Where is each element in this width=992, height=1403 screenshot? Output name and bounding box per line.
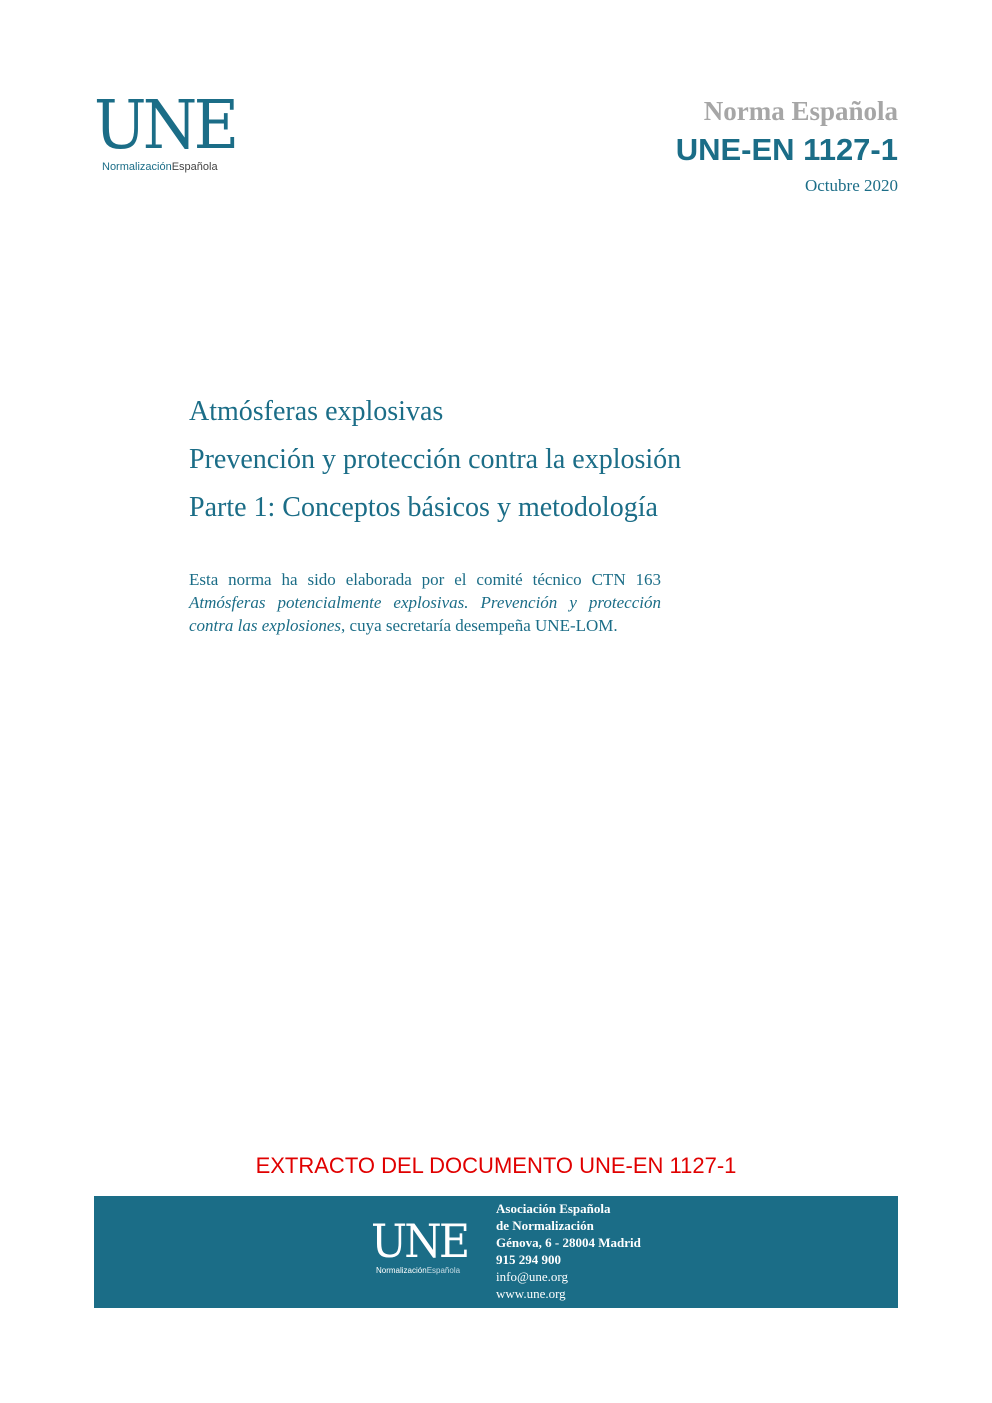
une-logo-tagline: [102, 161, 218, 173]
org-name-line1: Asociación Española: [496, 1201, 611, 1216]
org-phone: 915 294 900: [496, 1252, 561, 1267]
committee-outro: , cuya secretaría desempeña UNE-LOM.: [341, 616, 618, 635]
footer-tagline-part1: Normalización: [376, 1266, 427, 1275]
committee-statement: [189, 568, 661, 637]
document-type: Norma Española: [703, 96, 898, 126]
logo-tagline-part2: Española: [171, 161, 218, 173]
publication-date: Octubre 2020: [804, 176, 898, 195]
org-address: Génova, 6 - 28004 Madrid: [496, 1235, 641, 1250]
org-name-line2: de Normalización: [496, 1218, 594, 1233]
extract-notice: EXTRACTO DEL DOCUMENTO UNE-EN 1127-1: [255, 1153, 737, 1178]
document-titles: [189, 388, 681, 532]
committee-name: Atmósferas potencialmente explosivas. Prevención y protección contra las explosiones: [189, 593, 661, 635]
title-line-1: Atmósferas explosivas: [189, 396, 444, 427]
logo-tagline-part1: Normalización: [102, 161, 172, 173]
footer-logo-letters: UNE: [371, 1214, 468, 1268]
footer-banner: [94, 1196, 898, 1308]
une-logo-letters: UNE: [94, 86, 236, 164]
footer-tagline-part2: Española: [426, 1266, 461, 1275]
org-email-link[interactable]: info@une.org: [496, 1269, 569, 1284]
org-website-link[interactable]: www.une.org: [496, 1286, 566, 1301]
title-line-3: Parte 1: Conceptos básicos y metodología: [189, 492, 658, 523]
standard-code: UNE-EN 1127-1: [675, 132, 898, 167]
footer-logo-tagline: [376, 1266, 460, 1275]
committee-intro: Esta norma ha sido elaborada por el comité técnico CTN 163: [189, 570, 661, 589]
contact-block: [496, 1200, 641, 1302]
une-logo: [94, 86, 239, 176]
footer-une-logo: [371, 1214, 471, 1278]
title-line-2: Prevención y protección contra la explosión: [189, 444, 682, 475]
